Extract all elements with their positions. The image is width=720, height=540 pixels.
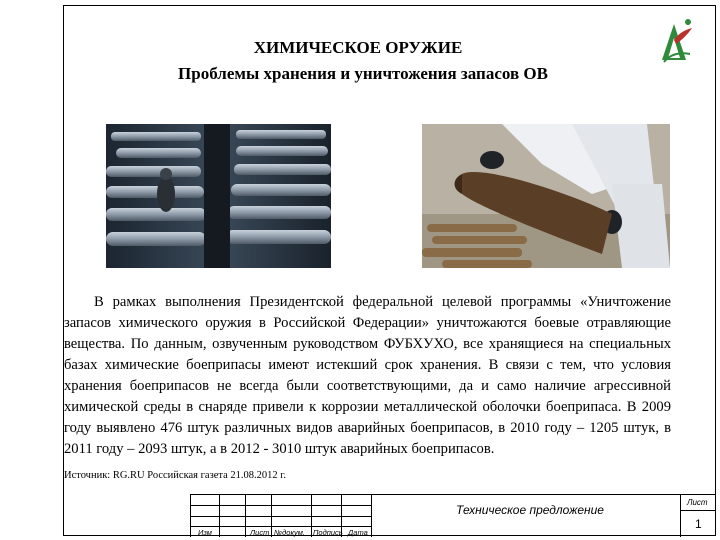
stamp-row-line — [190, 505, 372, 506]
sheet-number: 1 — [695, 517, 702, 531]
document-title: Техническое предложение — [456, 503, 604, 517]
sheet-label: Лист — [687, 498, 708, 507]
title-block — [190, 494, 716, 536]
stamp-sheet-line — [680, 510, 716, 511]
worker-photo — [422, 124, 670, 268]
stamp-label-izm: Изм — [198, 528, 212, 537]
logo-icon — [654, 14, 696, 66]
stamp-row-line — [190, 516, 372, 517]
stamp-label-list: Лист — [250, 528, 270, 537]
source-note: Источник: RG.RU Российская газета 21.08.2012 г. — [64, 470, 287, 481]
warehouse-photo — [106, 124, 331, 268]
stamp-label-docnum: №докум. — [274, 528, 305, 537]
body-paragraph: В рамках выполнения Президентской федеральной целевой программы «Уничтожение запасов химического оружия в Российской Федерации» уничтожаются боевые отравляющие вещества. По данным, озвученным руководством ФУБХУХО, все хранящиеся на специальных базах химические боеприпасы имеют истекший срок хранения. В связи с тем, что условия хранения боеприпасов не всегда были соответствующими, да и само наличие агрессивной химической среды в снаряде привели к коррозии металлической оболочки боеприпаса. В 2009 году выявлено 476 штук различных видов аварийных боеприпасов, в 2010 году – 1205 штук, в 2011 году – 2093 штук, а в 2012 - 3010 штук аварийных боеприпасов. — [64, 294, 671, 457]
stamp-label-podpis: Подпись — [313, 528, 343, 537]
page-subtitle: Проблемы хранения и уничтожения запасов ОВ — [178, 64, 548, 83]
page-title: ХИМИЧЕСКОЕ ОРУЖИЕ — [253, 38, 463, 57]
stamp-sheet-divider — [680, 495, 681, 537]
stamp-row-line — [190, 526, 372, 527]
stamp-label-data: Дата — [348, 528, 368, 537]
